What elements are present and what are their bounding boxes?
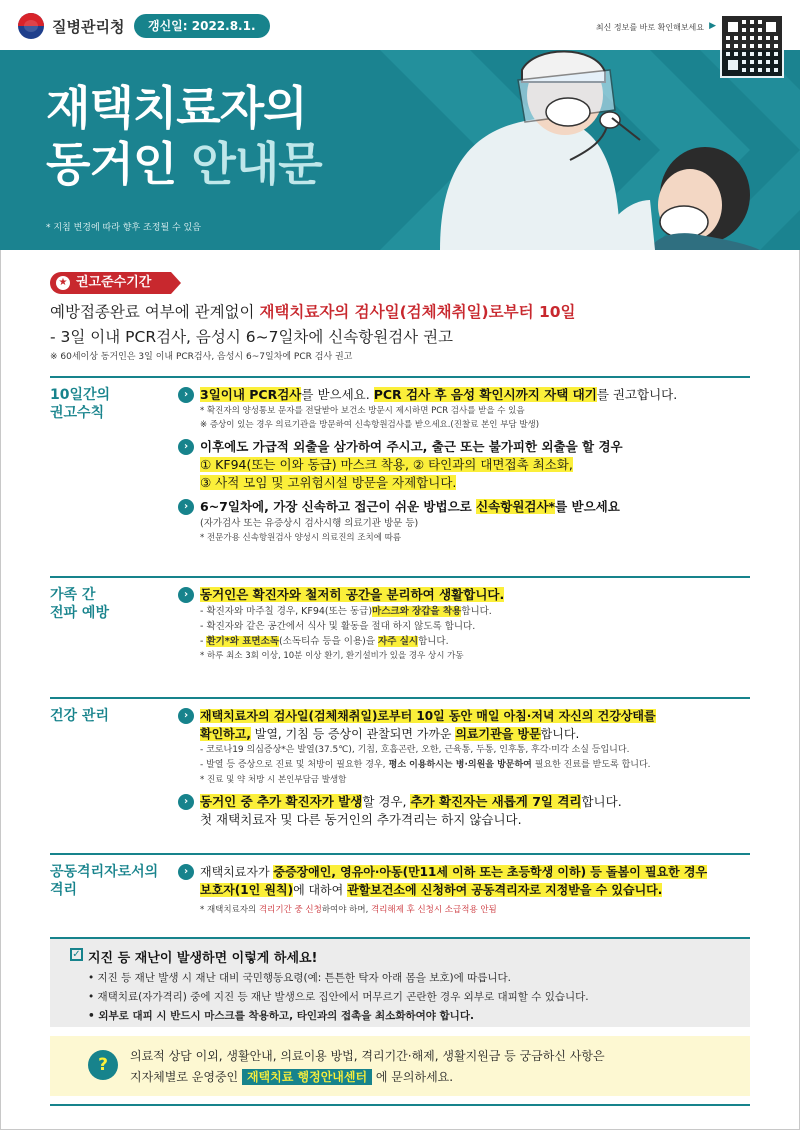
contact-box xyxy=(50,1036,750,1096)
list-item xyxy=(178,386,750,432)
disaster-line: • 지진 등 재난 발생 시 재난 대비 국민행동요령(예: 튼튼한 탁자 아래 몸을 보호)에 따릅니다. xyxy=(88,972,511,984)
item-emphasis: PCR 검사 후 음성 확인시까지 자택 대기 xyxy=(373,387,597,402)
item-emphasis: 3일이내 PCR검사 xyxy=(200,387,302,402)
item-text: 합니다. xyxy=(581,794,622,809)
contact-text: 에 문의하세요. xyxy=(372,1070,454,1084)
qr-finder-icon xyxy=(724,56,742,74)
disaster-line: • 외부로 대피 시 반드시 마스크를 착용하고, 타인과의 접촉을 최소화하여야 합니다. xyxy=(88,1010,474,1022)
chevron-right-icon: › xyxy=(178,439,194,455)
item-subtext: 합니다. xyxy=(461,606,492,617)
hero-note: * 지침 변경에 따라 향후 조정될 수 있음 xyxy=(46,223,201,233)
list-item xyxy=(178,863,750,917)
hero-title-line2: 동거인 xyxy=(46,137,192,191)
section-body xyxy=(178,386,750,551)
notice-lead-3: ※ 60세이상 동거인은 3일 이내 PCR검사, 음성시 6~7일차에 PCR 검사 권고 xyxy=(50,352,353,362)
section-body xyxy=(178,707,750,835)
section-heading-text: 건강 관리 xyxy=(50,708,109,724)
contact-line-1: 의료적 상담 이외, 생활안내, 의료이용 방법, 격리기간·해제, 생활지원금 등 궁금하신 사항은 xyxy=(130,1049,605,1063)
update-date-badge: 갱신일: 2022.8.1. xyxy=(134,14,270,38)
item-subtext: - 발열 등 증상으로 진료 및 처방이 필요한 경우, xyxy=(200,760,386,770)
item-subtext: - 코로나19 의심증상*은 발열(37.5℃), 기침, 호흡곤란, 오한, 근육통, 두통, 인후통, 후각·미각 소실 등입니다. xyxy=(200,745,630,755)
checkbox-icon: ✓ xyxy=(70,948,83,961)
disaster-title: 지진 등 재난이 발생하면 이렇게 하세요! xyxy=(88,951,318,966)
item-note-emphasis: 격리해제 후 신청시 소급적용 안됨 xyxy=(370,905,497,915)
item-emphasis: 평소 이용하시는 병·의원을 방문하여 xyxy=(385,760,532,770)
section-heading-text: 공동격리자로서의 격리 xyxy=(50,864,159,898)
item-emphasis: 마스크와 장갑을 착용 xyxy=(372,606,462,617)
item-emphasis: 환기*와 표면소독 xyxy=(206,636,279,647)
star-icon: ★ xyxy=(56,276,70,290)
item-subtext: 필요한 진료를 받도록 합니다. xyxy=(531,760,651,770)
qr-arrow-icon: ▶ xyxy=(709,21,716,31)
section-heading xyxy=(50,863,170,899)
item-text: 에 대하여 xyxy=(293,883,348,897)
section-body xyxy=(178,586,750,669)
chevron-right-icon: › xyxy=(178,794,194,810)
item-subtext: 합니다. xyxy=(418,636,449,647)
hero-title-line1: 재택치료자의 xyxy=(46,81,307,135)
item-emphasis: 재택치료자의 검사일(검체채취일)로부터 10일 동안 매일 아침·저녁 자신의 건강상태를 xyxy=(200,709,656,723)
list-item xyxy=(178,438,750,492)
item-emphasis: 중증장애인, 영유아·아동(만11세 이하 또는 초등학생 이하) 등 돌봄이 필요한 경우 xyxy=(273,865,708,879)
list-item xyxy=(178,793,750,829)
bottom-divider xyxy=(50,1104,750,1106)
item-text: 합니다. xyxy=(540,727,580,741)
item-subtext: - 확진자와 마주칠 경우, KF94(또는 동급) xyxy=(200,606,373,617)
item-note: ※ 증상이 있는 경우 의료기관을 방문하여 신속항원검사를 받으세요.(진찰료 본인 부담 발생) xyxy=(200,420,540,430)
list-item xyxy=(178,586,750,663)
section-body xyxy=(178,863,750,923)
section-heading-text: 가족 간 전파 예방 xyxy=(50,587,109,621)
hero-title xyxy=(46,80,322,192)
section-heading xyxy=(50,707,170,725)
disaster-box xyxy=(50,937,750,1027)
item-note: * 확진자의 양성통보 문자를 전달받아 보건소 방문시 제시하면 PCR 검사를 받을 수 있음 xyxy=(200,406,525,416)
contact-line-2 xyxy=(130,1068,453,1085)
section-10day-rules xyxy=(50,376,750,572)
item-emphasis: 이후에도 가급적 외출을 삼가하여 주시고, 출근 또는 불가피한 외출을 할 경우 xyxy=(200,439,623,454)
hero-banner xyxy=(0,50,800,250)
section-heading xyxy=(50,586,170,622)
item-note: * 하루 최소 3회 이상, 10분 이상 환기, 환기설비가 있을 경우 상시 가동 xyxy=(200,651,464,661)
agency-name: 질병관리청 xyxy=(52,18,125,36)
chevron-right-icon: › xyxy=(178,499,194,515)
section-health-care xyxy=(50,697,750,845)
item-emphasis: 자주 실시 xyxy=(378,636,419,647)
section-co-isolation xyxy=(50,853,750,929)
lead-emphasis: 재택치료자의 검사일(검체채취일)로부터 10일 xyxy=(259,303,576,321)
item-emphasis: 관할보건소에 신청하여 공동격리자로 지정받을 수 있습니다. xyxy=(347,883,663,897)
item-subtext: (자가검사 또는 유증상시 검사시행 의료기관 방문 등) xyxy=(200,518,419,529)
item-note-emphasis: 격리기간 중 신청 xyxy=(258,905,322,915)
item-text: 첫 재택치료자 및 다른 동거인의 추가격리는 하지 않습니다. xyxy=(200,812,522,827)
item-emphasis: 6~7일차에, 가장 신속하고 접근이 쉬운 방법으로 xyxy=(200,499,477,514)
admin-center-tag: 재택치료 행정안내센터 xyxy=(242,1069,372,1085)
qr-note: 최신 정보를 바로 확인해보세요 xyxy=(595,23,704,32)
section-heading xyxy=(50,386,170,422)
chevron-right-icon: › xyxy=(178,387,194,403)
hero-title-accent: 안내문 xyxy=(191,137,322,191)
item-subtext: - xyxy=(200,636,207,647)
item-text: 발열, 기침 등 증상이 관찰되면 가까운 xyxy=(250,727,456,741)
item-text: 할 경우, xyxy=(362,794,411,809)
item-text: 를 권고합니다. xyxy=(596,387,678,402)
item-note: * 전문가용 신속항원검사 양성시 의료진의 조치에 따름 xyxy=(200,533,402,543)
chevron-right-icon: › xyxy=(178,587,194,603)
notice-lead-2: - 3일 이내 PCR검사, 음성시 6~7일차에 신속항원검사 권고 xyxy=(50,328,454,346)
item-text: 재택치료자가 xyxy=(200,865,274,879)
item-note: * 진료 및 약 처방 시 본인부담금 발생함 xyxy=(200,775,347,785)
item-emphasis: 확인하고, xyxy=(200,727,251,741)
badge-label: 권고준수기간 xyxy=(76,275,152,290)
item-emphasis: 동거인 중 추가 확진자가 발생 xyxy=(200,794,363,809)
item-emphasis: 를 받으세요 xyxy=(555,499,620,514)
item-note: * 재택치료자의 xyxy=(200,905,259,915)
item-note: 하여야 하며, xyxy=(321,905,371,915)
qr-finder-icon xyxy=(762,18,780,36)
list-item xyxy=(178,707,750,787)
section-heading-text: 10일간의 권고수칙 xyxy=(50,387,111,421)
list-item xyxy=(178,498,750,545)
section-family-prevention xyxy=(50,576,750,686)
chevron-right-icon: › xyxy=(178,708,194,724)
qr-code[interactable] xyxy=(720,14,784,78)
item-emphasis: 의료기관을 방문 xyxy=(455,727,541,741)
item-emphasis: 추가 확진자는 새롭게 7일 격리 xyxy=(410,794,582,809)
qr-finder-icon xyxy=(724,18,742,36)
question-icon: ? xyxy=(88,1050,118,1080)
recommendation-period-badge xyxy=(50,272,171,294)
contact-text: 지자체별로 운영중인 xyxy=(130,1070,242,1084)
item-text: ① KF94(또는 이와 동급) 마스크 착용, ② 타인과의 대면접촉 최소화, xyxy=(200,457,573,472)
item-emphasis: 신속항원검사* xyxy=(476,499,556,514)
chevron-right-icon: › xyxy=(178,864,194,880)
item-text: 를 받으세요. xyxy=(301,387,374,402)
item-subtext: - 확진자와 같은 공간에서 식사 및 활동을 절대 하지 않도록 합니다. xyxy=(200,621,476,632)
notice-lead-1 xyxy=(50,300,575,322)
item-subtext: (소독티슈 등을 이용)을 xyxy=(278,636,379,647)
test-illustration xyxy=(400,50,800,250)
item-emphasis: 보호자(1인 원칙) xyxy=(200,883,294,897)
agency-logo-icon xyxy=(18,13,44,39)
item-text: ③ 사적 모임 및 고위험시설 방문을 자제합니다. xyxy=(200,475,457,490)
disaster-line: • 재택치료(자가격리) 중에 지진 등 재난 발생으로 집안에서 머무르기 곤란한 경우 외부로 대피할 수 있습니다. xyxy=(88,991,589,1003)
lead-text: 예방접종완료 여부에 관계없이 xyxy=(50,303,260,321)
item-emphasis: 동거인은 확진자와 철저히 공간을 분리하여 생활합니다. xyxy=(200,587,505,602)
